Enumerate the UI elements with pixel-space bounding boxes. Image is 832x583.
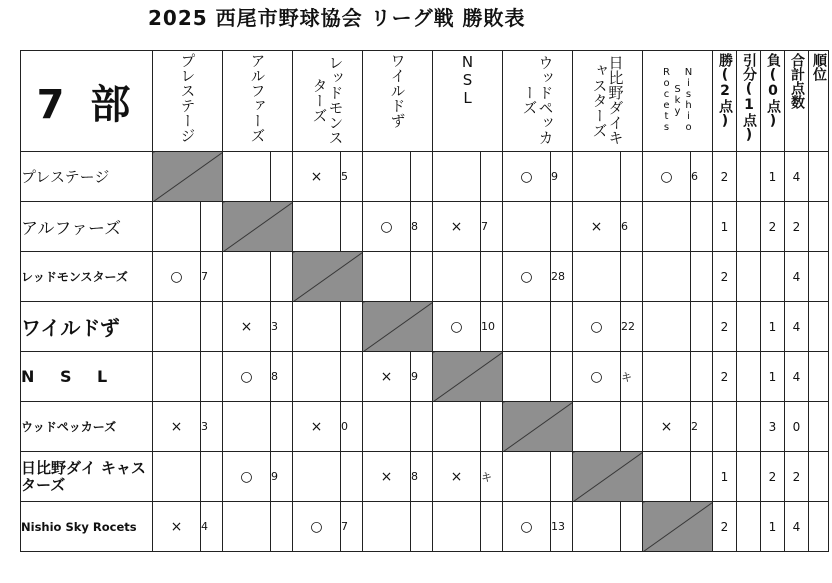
result-score bbox=[551, 202, 573, 252]
diagonal-cell bbox=[363, 302, 433, 352]
column-header-team bbox=[433, 51, 503, 152]
result-score: 7 bbox=[341, 502, 363, 552]
result-mark bbox=[293, 452, 341, 502]
result-mark bbox=[643, 352, 691, 402]
row-team-name: レッドモンスターズ bbox=[21, 252, 153, 302]
result-mark bbox=[643, 252, 691, 302]
diagonal-cell bbox=[153, 152, 223, 202]
result-mark bbox=[293, 202, 341, 252]
column-header-label: Nishio Sky Rocets bbox=[661, 67, 694, 133]
table-row bbox=[21, 352, 829, 402]
result-mark: × bbox=[153, 502, 201, 552]
stat-value bbox=[809, 252, 829, 302]
result-score: キ bbox=[481, 452, 503, 502]
stat-value bbox=[713, 402, 737, 452]
result-mark bbox=[433, 402, 481, 452]
result-mark bbox=[293, 352, 341, 402]
result-score bbox=[691, 452, 713, 502]
result-mark bbox=[643, 302, 691, 352]
result-mark bbox=[223, 252, 271, 302]
result-score: 28 bbox=[551, 252, 573, 302]
stat-value bbox=[737, 452, 761, 502]
stat-value: 2 bbox=[713, 502, 737, 552]
row-team-name: ウッドペッカーズ bbox=[21, 402, 153, 452]
result-mark: × bbox=[573, 202, 621, 252]
result-score bbox=[271, 502, 293, 552]
stat-header-label: 順位 bbox=[811, 53, 827, 81]
division-label: 7 部 bbox=[21, 51, 153, 152]
result-mark bbox=[573, 152, 621, 202]
result-mark bbox=[573, 252, 621, 302]
column-header-team bbox=[223, 51, 293, 152]
result-mark bbox=[153, 302, 201, 352]
stat-value bbox=[737, 302, 761, 352]
result-mark: × bbox=[293, 152, 341, 202]
result-mark: ○ bbox=[223, 452, 271, 502]
stat-value: 4 bbox=[785, 352, 809, 402]
column-header-team bbox=[153, 51, 223, 152]
result-mark bbox=[293, 302, 341, 352]
stat-value: 2 bbox=[761, 452, 785, 502]
standings-table bbox=[20, 50, 829, 552]
result-mark: × bbox=[293, 402, 341, 452]
result-score: 6 bbox=[621, 202, 643, 252]
result-mark: ○ bbox=[643, 152, 691, 202]
stat-value: 4 bbox=[785, 302, 809, 352]
result-score: 8 bbox=[271, 352, 293, 402]
result-score: 7 bbox=[201, 252, 223, 302]
column-header-label: 日比野ダイキャスターズ bbox=[590, 55, 625, 145]
stat-value: 3 bbox=[761, 402, 785, 452]
table-row bbox=[21, 202, 829, 252]
result-score bbox=[481, 152, 503, 202]
result-score bbox=[271, 152, 293, 202]
result-mark bbox=[643, 202, 691, 252]
result-mark bbox=[503, 352, 551, 402]
result-score bbox=[341, 202, 363, 252]
diagonal-cell bbox=[643, 502, 713, 552]
result-mark bbox=[433, 152, 481, 202]
table-row bbox=[21, 502, 829, 552]
result-mark bbox=[223, 502, 271, 552]
result-mark: ○ bbox=[223, 352, 271, 402]
column-header-team bbox=[503, 51, 573, 152]
result-score bbox=[691, 252, 713, 302]
result-mark: ○ bbox=[293, 502, 341, 552]
result-score: キ bbox=[621, 352, 643, 402]
result-score: 13 bbox=[551, 502, 573, 552]
result-score: 4 bbox=[201, 502, 223, 552]
result-mark bbox=[643, 452, 691, 502]
stat-value bbox=[737, 202, 761, 252]
result-score: 9 bbox=[411, 352, 433, 402]
result-score: 8 bbox=[411, 202, 433, 252]
stat-value bbox=[809, 202, 829, 252]
diagonal-cell bbox=[503, 402, 573, 452]
result-score bbox=[481, 502, 503, 552]
result-mark bbox=[153, 452, 201, 502]
stat-value bbox=[737, 352, 761, 402]
result-mark: × bbox=[363, 352, 411, 402]
result-score bbox=[411, 152, 433, 202]
column-header-label: レッドモンスターズ bbox=[310, 55, 345, 145]
result-score bbox=[481, 252, 503, 302]
result-score bbox=[201, 452, 223, 502]
stat-value bbox=[761, 252, 785, 302]
result-score bbox=[551, 452, 573, 502]
stat-value bbox=[737, 402, 761, 452]
result-score: 0 bbox=[341, 402, 363, 452]
result-score: 7 bbox=[481, 202, 503, 252]
diagonal-cell bbox=[573, 452, 643, 502]
row-team-name: Nishio Sky Rocets bbox=[21, 502, 153, 552]
stat-value: 1 bbox=[713, 452, 737, 502]
result-score bbox=[691, 202, 713, 252]
stat-value bbox=[737, 152, 761, 202]
stat-value: 4 bbox=[785, 502, 809, 552]
result-mark bbox=[503, 452, 551, 502]
result-score bbox=[271, 402, 293, 452]
stat-header-label: 負(0点) bbox=[765, 53, 781, 129]
stat-value bbox=[809, 152, 829, 202]
stat-header-label: 合計点数 bbox=[789, 53, 805, 109]
column-header-team bbox=[293, 51, 363, 152]
result-mark: ○ bbox=[433, 302, 481, 352]
result-mark: ○ bbox=[153, 252, 201, 302]
result-mark: × bbox=[433, 452, 481, 502]
result-score bbox=[621, 402, 643, 452]
stat-value bbox=[809, 402, 829, 452]
result-mark: × bbox=[223, 302, 271, 352]
row-team-name: プレステージ bbox=[21, 152, 153, 202]
result-mark bbox=[503, 202, 551, 252]
stat-value bbox=[809, 352, 829, 402]
stat-value: 1 bbox=[761, 152, 785, 202]
table-row bbox=[21, 452, 829, 502]
result-score: 6 bbox=[691, 152, 713, 202]
stat-value: 1 bbox=[713, 202, 737, 252]
result-score bbox=[341, 352, 363, 402]
table-row bbox=[21, 402, 829, 452]
result-score bbox=[271, 252, 293, 302]
result-score bbox=[411, 402, 433, 452]
result-mark: ○ bbox=[573, 352, 621, 402]
result-mark bbox=[223, 152, 271, 202]
result-mark: × bbox=[643, 402, 691, 452]
result-mark: × bbox=[363, 452, 411, 502]
stat-header-label: 引分(1点) bbox=[741, 53, 757, 143]
header-row bbox=[21, 51, 829, 152]
column-header-label: ワイルドず bbox=[388, 53, 407, 128]
page-title: 2025 西尾市野球協会 リーグ戦 勝敗表 bbox=[148, 6, 526, 30]
stat-value bbox=[737, 252, 761, 302]
stat-header-label: 勝(2点) bbox=[717, 53, 733, 129]
stat-value: 1 bbox=[761, 352, 785, 402]
stat-value bbox=[809, 302, 829, 352]
result-score: 9 bbox=[551, 152, 573, 202]
result-score: 3 bbox=[201, 402, 223, 452]
result-mark bbox=[363, 152, 411, 202]
column-header-team bbox=[573, 51, 643, 152]
row-team-name: N S L bbox=[21, 352, 153, 402]
column-header-stat bbox=[737, 51, 761, 152]
row-team-name: アルファーズ bbox=[21, 202, 153, 252]
result-mark bbox=[433, 252, 481, 302]
result-score: 10 bbox=[481, 302, 503, 352]
stat-value: 2 bbox=[785, 452, 809, 502]
column-header-label: NSL bbox=[458, 53, 477, 107]
result-mark: ○ bbox=[363, 202, 411, 252]
result-score bbox=[691, 302, 713, 352]
result-score bbox=[201, 352, 223, 402]
stat-value: 2 bbox=[713, 252, 737, 302]
stat-value: 2 bbox=[713, 302, 737, 352]
result-mark: × bbox=[153, 402, 201, 452]
result-score bbox=[341, 452, 363, 502]
diagonal-cell bbox=[223, 202, 293, 252]
result-score: 2 bbox=[691, 402, 713, 452]
column-header-stat bbox=[713, 51, 737, 152]
stat-value bbox=[737, 502, 761, 552]
result-score bbox=[481, 402, 503, 452]
result-score: 8 bbox=[411, 452, 433, 502]
result-score: 3 bbox=[271, 302, 293, 352]
result-score bbox=[691, 352, 713, 402]
column-header-label: アルファーズ bbox=[248, 53, 267, 143]
result-mark bbox=[363, 252, 411, 302]
stat-value: 2 bbox=[761, 202, 785, 252]
result-score: 22 bbox=[621, 302, 643, 352]
stat-value: 4 bbox=[785, 252, 809, 302]
result-mark bbox=[223, 402, 271, 452]
column-header-stat bbox=[809, 51, 829, 152]
column-header-label: ウッドペッカーズ bbox=[520, 55, 555, 145]
result-mark: ○ bbox=[573, 302, 621, 352]
stat-value: 4 bbox=[785, 152, 809, 202]
result-mark bbox=[573, 402, 621, 452]
column-header-team bbox=[643, 51, 713, 152]
stat-value bbox=[809, 452, 829, 502]
table-row bbox=[21, 152, 829, 202]
result-mark: × bbox=[433, 202, 481, 252]
result-mark bbox=[153, 352, 201, 402]
result-mark: ○ bbox=[503, 252, 551, 302]
stat-value bbox=[809, 502, 829, 552]
stat-value: 2 bbox=[713, 152, 737, 202]
result-mark bbox=[503, 302, 551, 352]
result-mark bbox=[363, 402, 411, 452]
column-header-stat bbox=[785, 51, 809, 152]
result-mark: ○ bbox=[503, 502, 551, 552]
table-row bbox=[21, 302, 829, 352]
result-mark bbox=[153, 202, 201, 252]
stat-value: 0 bbox=[785, 402, 809, 452]
result-score: 9 bbox=[271, 452, 293, 502]
column-header-stat bbox=[761, 51, 785, 152]
column-header-label: プレステージ bbox=[178, 53, 197, 143]
result-score bbox=[551, 352, 573, 402]
result-score bbox=[551, 302, 573, 352]
stat-value: 2 bbox=[713, 352, 737, 402]
result-mark bbox=[433, 502, 481, 552]
result-score: 5 bbox=[341, 152, 363, 202]
result-score bbox=[341, 302, 363, 352]
result-score bbox=[621, 252, 643, 302]
result-score bbox=[411, 252, 433, 302]
diagonal-cell bbox=[433, 352, 503, 402]
table-row bbox=[21, 252, 829, 302]
result-score bbox=[201, 202, 223, 252]
result-mark bbox=[573, 502, 621, 552]
column-header-team bbox=[363, 51, 433, 152]
row-team-name: ワイルドず bbox=[21, 302, 153, 352]
result-mark bbox=[363, 502, 411, 552]
result-score bbox=[621, 502, 643, 552]
stat-value: 1 bbox=[761, 302, 785, 352]
row-team-name: 日比野ダイ キャスターズ bbox=[21, 452, 153, 502]
stat-value: 1 bbox=[761, 502, 785, 552]
stat-value: 2 bbox=[785, 202, 809, 252]
result-mark: ○ bbox=[503, 152, 551, 202]
result-score bbox=[411, 502, 433, 552]
diagonal-cell bbox=[293, 252, 363, 302]
result-score bbox=[201, 302, 223, 352]
result-score bbox=[621, 152, 643, 202]
